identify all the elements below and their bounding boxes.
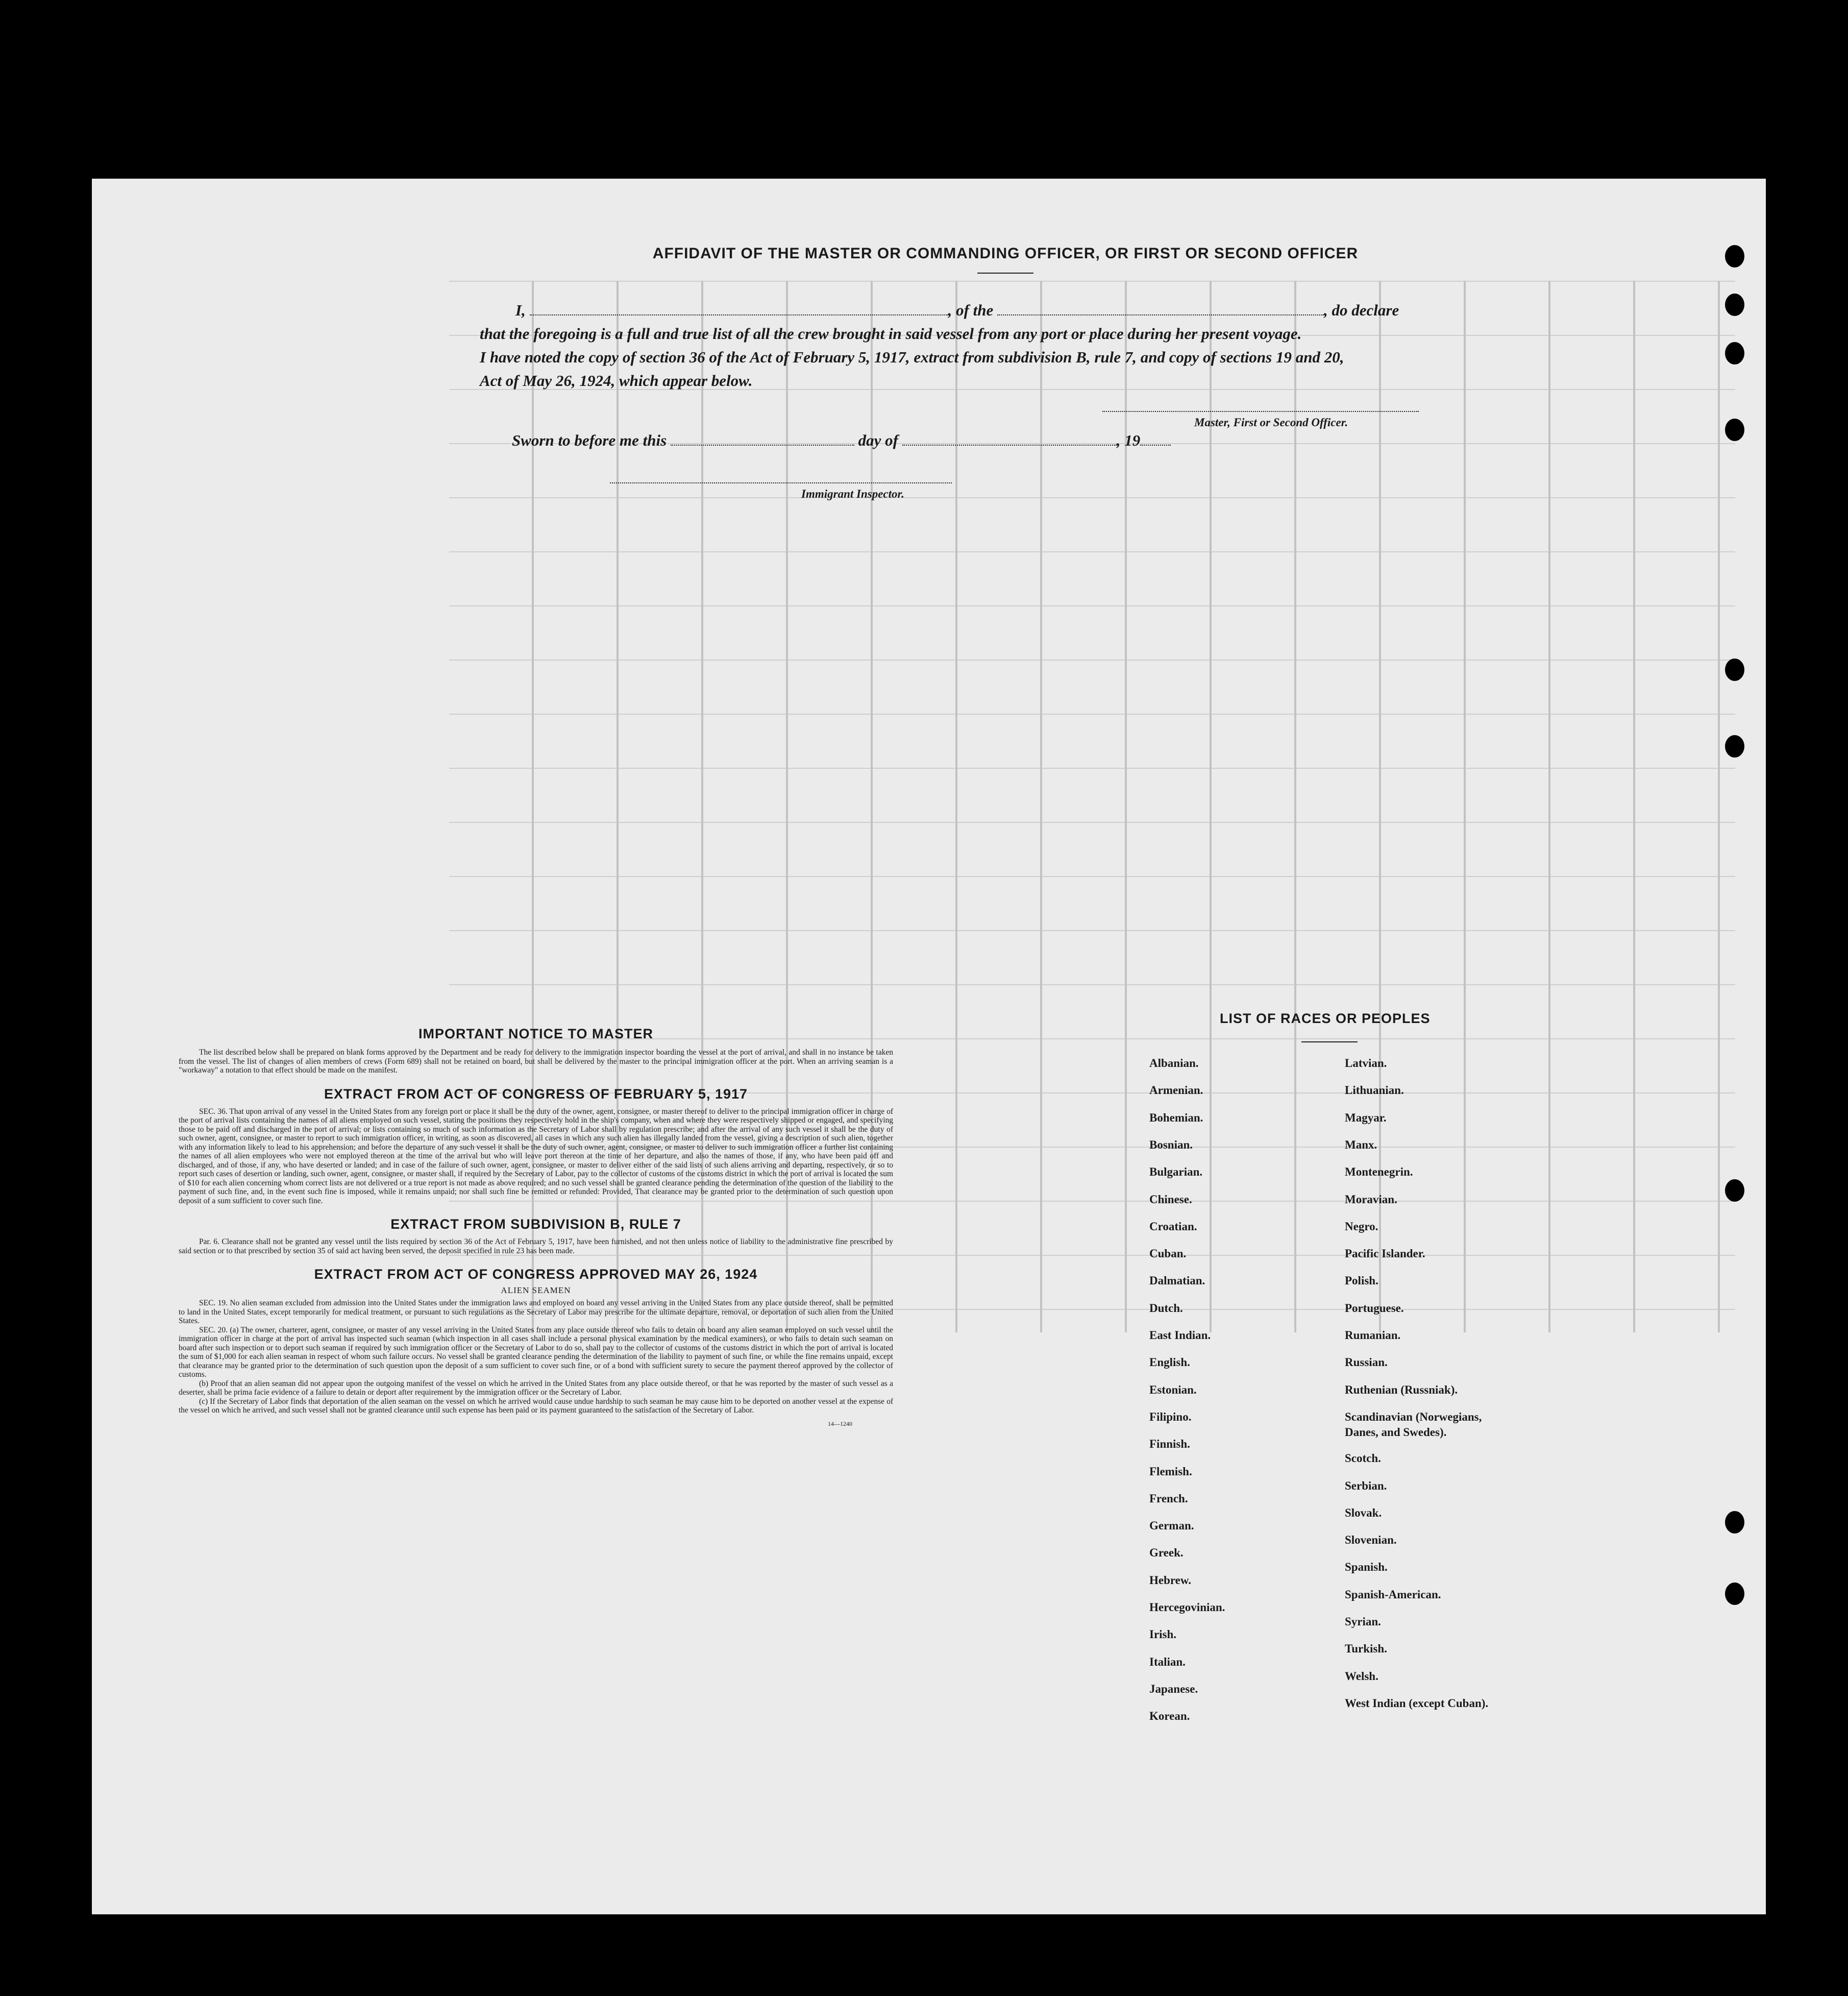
race-item: French. (1149, 1492, 1188, 1505)
sworn-line: Sworn to before me this day of , 19 (512, 429, 1171, 452)
races-right-column (1345, 1057, 1631, 1904)
vessel-field[interactable] (997, 303, 1324, 315)
notice-title: IMPORTANT NOTICE TO MASTER (418, 1026, 653, 1041)
race-item: German. (1149, 1519, 1194, 1532)
form-number: 14—1240 (828, 1420, 852, 1427)
race-item: Danes, and Swedes). (1345, 1426, 1447, 1439)
declaration-line-2: that the foregoing is a full and true list of all the crew brought in said vessel from any port or place during her present voyage. (480, 325, 1302, 343)
affidavit-declaration (480, 299, 1531, 393)
race-item: Turkish. (1345, 1642, 1387, 1655)
race-item: Moravian. (1345, 1193, 1397, 1206)
race-item: Russian. (1345, 1356, 1388, 1369)
declaration-line-3: I have noted the copy of section 36 of the Act of February 5, 1917, extract from subdivision B, rule 7, and copy of sections 19 and 20, (480, 348, 1344, 366)
sworn-month-field[interactable] (902, 433, 1117, 446)
sec-20b: (b) Proof that an alien seaman did not appear upon the outgoing manifest of the vessel on which he arrived in the United States from any place outside thereof, or that he was reported by the master of such vessel as a deserter, shall be prima facie evidence of a failure to detain or deport after requirement by the immigration officer or the Secretary of Labor. (179, 1379, 893, 1397)
punch-hole (1725, 1511, 1744, 1533)
notices-column (179, 1026, 893, 1428)
race-item: Dutch. (1149, 1302, 1183, 1315)
race-item: Bulgarian. (1149, 1165, 1203, 1178)
race-item: Croatian. (1149, 1220, 1197, 1233)
extract-1924-title: EXTRACT FROM ACT OF CONGRESS APPROVED MAY 26, 1924 (314, 1267, 758, 1282)
race-item: Scandinavian (Norwegians, (1345, 1410, 1482, 1423)
race-item: Finnish. (1149, 1438, 1190, 1450)
punch-hole (1725, 419, 1744, 441)
races-title: LIST OF RACES OR PEOPLES (1220, 1011, 1431, 1026)
race-item: Albanian. (1149, 1057, 1199, 1069)
races-left-column (1149, 1057, 1353, 1904)
punch-hole (1725, 735, 1744, 758)
race-item: Magyar. (1345, 1111, 1387, 1124)
race-item: Estonian. (1149, 1383, 1197, 1396)
race-item: Greek. (1149, 1546, 1184, 1559)
race-item: English. (1149, 1356, 1190, 1369)
alien-seamen-subtitle: ALIEN SEAMEN (501, 1285, 571, 1295)
race-item: Italian. (1149, 1656, 1186, 1668)
race-item: Spanish-American. (1345, 1588, 1441, 1601)
race-item: Hebrew. (1149, 1574, 1191, 1587)
race-item: Montenegrin. (1345, 1165, 1413, 1178)
extract-1917-text: SEC. 36. That upon arrival of any vessel in the United States from any foreign port or place it shall be the duty of the owner, agent, consignee, or master thereof to deliver to the principal immigration officer in charge of the port of arrival lists containing the names of all aliens employed on such vessel, stating the positions they respectively hold in the ship's company, when and where they were respectively shipped or engaged, and specifying those to be paid off and discharged in the port of arrival; or lists containing so much of such information as the Secretary of Labor shall by regulation prescribe; and after the arrival of any such vessel it shall be the duty of such owner, agent, consignee, or master to report to such immigration officer, in writing, as soon as discovered, all cases in which any such alien has illegally landed from the vessel, giving a description of such alien, together with any information likely to lead to his apprehension; and before the departure of any such vessel it shall be the duty of such owner, agent, consignee, or master to deliver to such immigration officer a further list containing the names of all alien employees who were not employed thereon at the time of the arrival but who will leave port thereon at the time of her departure, and also the names of those, if any, who have been paid off and discharged, and of those, if any, who have deserted or landed; and in case of the failure of such owner, agent, consignee, or master to deliver either of the said lists of such aliens arriving and departing, respectively, or so to report such cases of desertion or landing, such owner, agent, consignee, or master shall, if required by the Secretary of Labor, pay to the collector of customs of the customs district in which the port of arrival is located the sum of $10 for each alien concerning whom correct lists are not delivered or a true report is not made as above required; and no such vessel shall be granted clearance pending the determination of the question of the liability to the payment of such fine, and, in the event such fine is imposed, while it remains unpaid; nor shall such fine be remitted or refunded: Provided, That clearance may be granted prior to the determination of such question upon deposit of a sum sufficient to cover such fine. (179, 1107, 893, 1205)
document-page (92, 179, 1766, 1914)
punch-hole (1725, 245, 1744, 267)
race-item: Serbian. (1345, 1479, 1387, 1492)
extract-rule7-text: Par. 6. Clearance shall not be granted any vessel until the lists required by section 36 of the Act of February 5, 1917, have been furnished, and not then unless notice of liability to the administrative fine prescribed by said section or to that prescribed by section 35 of said act having been served, the deposit specified in rule 23 has been made. (179, 1237, 893, 1255)
sworn-year-field[interactable] (1140, 433, 1171, 446)
race-item: East Indian. (1149, 1329, 1211, 1342)
race-item: Bohemian. (1149, 1111, 1203, 1124)
race-item: Japanese. (1149, 1683, 1198, 1695)
notice-text: The list described below shall be prepared on blank forms approved by the Department and be ready for delivery to the immigration inspector boarding the vessel at the port of arrival, and shall in no instance be taken from the vessel. The list of changes of alien members of crews (Form 689) shall not be retained on board, but shall be delivered by the master to the principal immigration officer at the port. When an arriving seaman is a "workaway" a notation to that effect should be made on the manifest. (179, 1048, 893, 1075)
sec-20c: (c) If the Secretary of Labor finds that deportation of the alien seaman on the vessel on which he arrived would cause undue hardship to such seaman he may cause him to be deported on another vessel at the expense of the vessel on which he arrived, and such vessel shall not be granted clearance until such expense has been paid or its payment guaranteed to the satisfaction of the Secretary of Labor. (179, 1397, 893, 1415)
race-item: Slovak. (1345, 1506, 1382, 1519)
punch-hole (1725, 1583, 1744, 1605)
race-item: Latvian. (1345, 1057, 1387, 1069)
sec-19: SEC. 19. No alien seaman excluded from admission into the United States under the immigration laws and employed on board any vessel arriving in the United States from any place outside thereof, shall be permitted to land in the United States, except temporarily for medical treatment, or pursuant to such regulations as the Secretary of Labor may prescribe for the ultimate departure, removal, or deportation of such alien from the United States. (179, 1299, 893, 1325)
punch-hole (1725, 294, 1744, 316)
name-field[interactable] (530, 303, 948, 315)
race-item: Syrian. (1345, 1615, 1381, 1628)
punch-hole (1725, 1179, 1744, 1202)
race-item: Cuban. (1149, 1247, 1187, 1260)
race-item: Korean. (1149, 1710, 1190, 1722)
race-item: Lithuanian. (1345, 1084, 1404, 1097)
title-underline (977, 273, 1033, 274)
race-item: Armenian. (1149, 1084, 1203, 1097)
sec-20a: SEC. 20. (a) The owner, charterer, agent, consignee, or master of any vessel arriving in the United States from any place outside thereof who fails to detain on board any alien seaman employed on such vessel until the immigration officer in charge at the port of arrival has inspected such seaman (which inspection in all cases shall include a personal physical examination by the medical examiners), or who fails to detain such seaman on board after such inspection or to deport such seaman if required by such immigration officer or the Secretary of Labor to do so, shall pay to the collector of customs of the customs district in which the port of arrival is located the sum of $1,000 for each alien seaman in respect of whom such failure occurs. No vessel shall be granted clearance pending the determination of the liability to payment of such fine, or while the fine remains unpaid, except that clearance may be granted prior to the determination of such question upon the deposit of a sum sufficient to cover such fine, or of a bond with sufficient surety to secure the payment thereof approved by the collector of customs. (179, 1325, 893, 1379)
extract-rule7-title: EXTRACT FROM SUBDIVISION B, RULE 7 (390, 1216, 681, 1232)
race-item: Scotch. (1345, 1452, 1381, 1465)
race-item: Spanish. (1345, 1561, 1388, 1573)
race-item: Filipino. (1149, 1410, 1192, 1423)
race-item: Negro. (1345, 1220, 1378, 1233)
affidavit-title: AFFIDAVIT OF THE MASTER OR COMMANDING OFFICER, OR FIRST OR SECOND OFFICER (652, 245, 1359, 262)
punch-hole (1725, 342, 1744, 364)
race-item: Chinese. (1149, 1193, 1192, 1206)
race-item: Slovenian. (1345, 1533, 1397, 1546)
race-item: Polish. (1345, 1274, 1378, 1287)
inspector-label: Immigrant Inspector. (801, 488, 904, 500)
race-item: Portuguese. (1345, 1302, 1404, 1315)
sworn-day-field[interactable] (671, 433, 854, 446)
declaration-line-1: I, , of the , do declare (515, 301, 1399, 319)
race-item: Bosnian. (1149, 1138, 1193, 1151)
race-item: Hercegovinian. (1149, 1601, 1225, 1614)
inspector-signature-line[interactable] (610, 482, 952, 483)
race-item: Welsh. (1345, 1670, 1378, 1683)
punch-hole (1725, 659, 1744, 681)
race-item: Rumanian. (1345, 1329, 1401, 1342)
races-title-underline (1301, 1041, 1358, 1042)
race-item: Ruthenian (Russniak). (1345, 1383, 1458, 1396)
extract-1924-text (179, 1299, 893, 1415)
race-item: Flemish. (1149, 1465, 1192, 1478)
race-item: Pacific Islander. (1345, 1247, 1425, 1260)
master-signature-label: Master, First or Second Officer. (1194, 416, 1348, 429)
declaration-line-4: Act of May 26, 1924, which appear below. (480, 372, 753, 390)
master-signature-line[interactable] (1102, 411, 1419, 412)
race-item: Irish. (1149, 1628, 1177, 1641)
race-item: West Indian (except Cuban). (1345, 1697, 1489, 1710)
extract-1917-title: EXTRACT FROM ACT OF CONGRESS OF FEBRUARY 5, 1917 (324, 1086, 748, 1102)
race-item: Manx. (1345, 1138, 1377, 1151)
race-item: Dalmatian. (1149, 1274, 1205, 1287)
